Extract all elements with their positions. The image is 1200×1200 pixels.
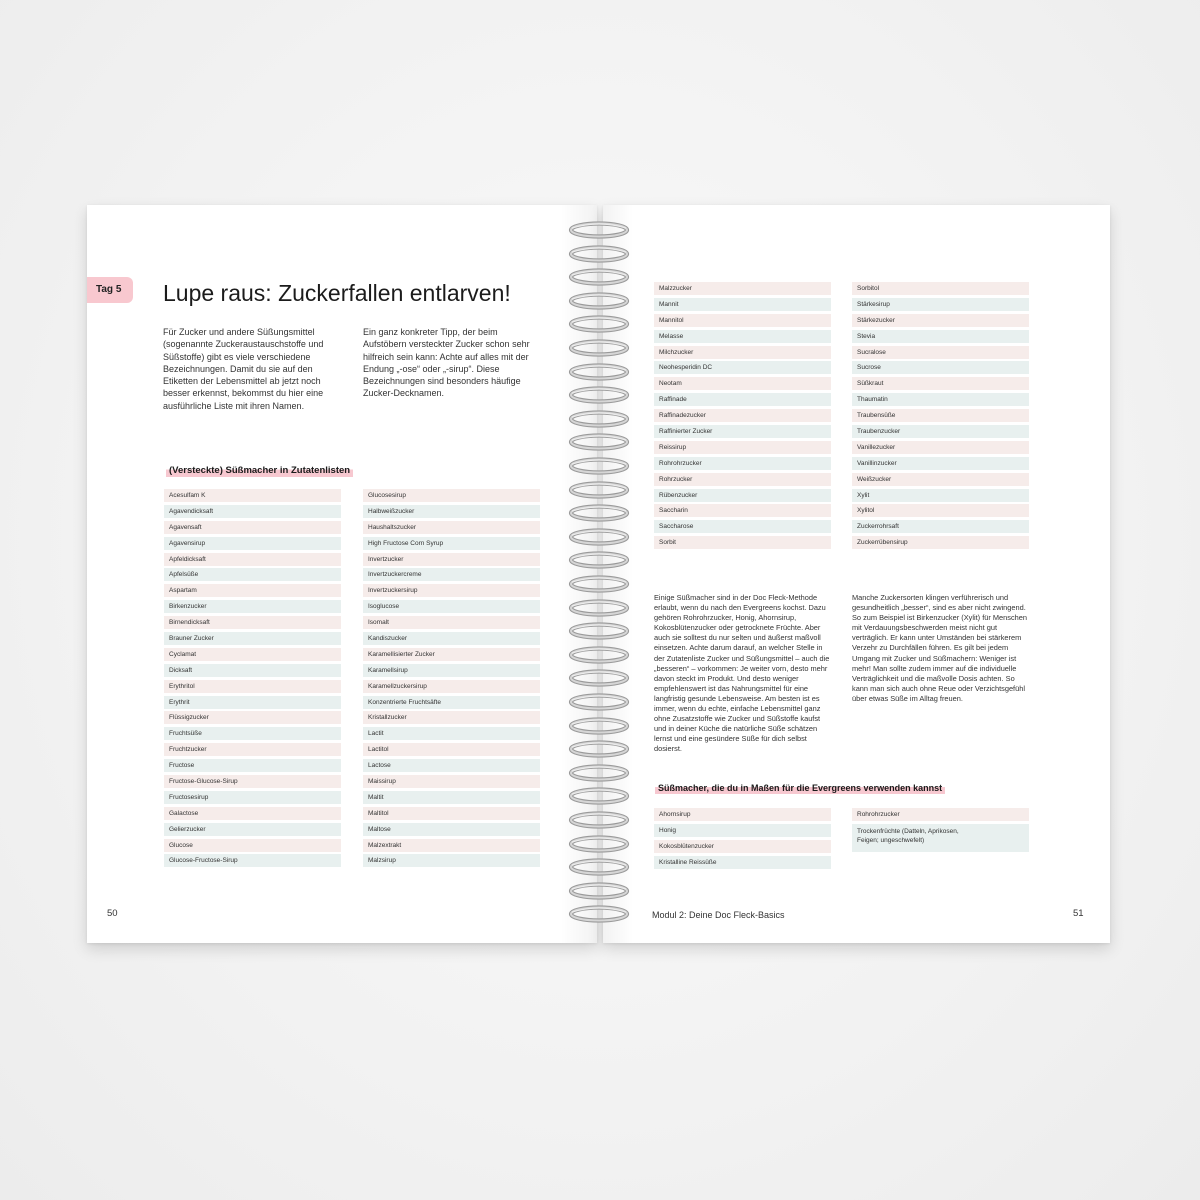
sweetener-list-column-4 [852, 282, 1029, 552]
spiral-coil [568, 572, 630, 594]
sweetener-list-item: Mannit [654, 298, 831, 311]
sweetener-list-item: Maltit [363, 791, 540, 804]
sweetener-list-item: Malzsirup [363, 854, 540, 867]
intro-paragraph-2 [363, 326, 541, 400]
sweetener-list-item: Aspartam [164, 584, 341, 597]
spiral-coil [568, 289, 630, 311]
sweetener-list-item: Vanillinzucker [852, 457, 1029, 470]
sweetener-list-item: Süßkraut [852, 377, 1029, 390]
sweetener-list-item: Fructosesirup [164, 791, 341, 804]
page-number-right: 51 [1073, 908, 1084, 919]
spiral-coil [568, 855, 630, 877]
spiral-coil [568, 808, 630, 830]
sweetener-list-item: Sucralose [852, 346, 1029, 359]
sweetener-list-item: Galactose [164, 807, 341, 820]
section-title-hidden-sweeteners: (Versteckte) Süßmacher in Zutatenlisten [166, 464, 353, 478]
sweetener-list-item: Fruchtsüße [164, 727, 341, 740]
allowed-item-line-2: Feigen; ungeschwefelt) [857, 836, 925, 844]
spiral-coil [568, 407, 630, 429]
spiral-coil [568, 478, 630, 500]
sweetener-list-item: Maltose [363, 823, 540, 836]
sweetener-list-item: Neotam [654, 377, 831, 390]
spiral-coil [568, 548, 630, 570]
sweetener-list-item: Halbweißzucker [363, 505, 540, 518]
sweetener-list-item: Apfeldicksaft [164, 553, 341, 566]
sweetener-list-item: Melasse [654, 330, 831, 343]
sweetener-list-item: Saccharose [654, 520, 831, 533]
body-text-1: Einige Süßmacher sind in der Doc Fleck-Methode erlaubt, wenn du nach den Evergreens kochst. Dazu gehören Rohrohrzucker, Honig, Ahornsirup, Kokosblütenzucker oder getrocknete Früchte. Aber auch sie solltest du nur selten und äußerst maßvoll einsetzen. Achte darum darauf, an welcher Stelle in der Zutatenliste Zucker und Süßungsmittel – auch die „besseren“ – vorkommen: Je weiter vorn, desto mehr davon steckt im Produkt. Und desto weniger empfehlenswert ist das Nahrungsmittel für eine langfristig gesunde Lebensweise. Am besten ist es immer, wenn du echte, einfache Lebensmittel ganz ohne Zusatzstoffe wie Zucker und Süßstoffe kaufst und in deiner Küche die natürliche Süße schätzen lernst und eine gesündere Süße für dich selbst dosierst. [654, 593, 830, 754]
spiral-coil [568, 879, 630, 901]
sweetener-list-item: Lactit [363, 727, 540, 740]
allowed-item-multiline [852, 824, 1029, 852]
sweetener-list-item: High Fructose Corn Syrup [363, 537, 540, 550]
sweetener-list-item: Erythrit [164, 696, 341, 709]
sweetener-list-item: Invertzuckersirup [363, 584, 540, 597]
sweetener-list-item: Fructose-Glucose-Sirup [164, 775, 341, 788]
allowed-item: Honig [654, 824, 831, 837]
spiral-coil [568, 454, 630, 476]
sweetener-list-item: Malzextrakt [363, 839, 540, 852]
page-number-left: 50 [107, 908, 118, 919]
body-text-column-1 [654, 593, 831, 755]
spiral-coil [568, 666, 630, 688]
sweetener-list-item: Malzzucker [654, 282, 831, 295]
sweetener-list-item: Lactitol [363, 743, 540, 756]
spiral-coil [568, 242, 630, 264]
spiral-coil [568, 525, 630, 547]
spiral-coil [568, 737, 630, 759]
sweetener-list-item: Maissirup [363, 775, 540, 788]
section-title-allowed-sweeteners: Süßmacher, die du in Maßen für die Evergreens verwenden kannst [655, 782, 945, 795]
sweetener-list-item: Dicksaft [164, 664, 341, 677]
spiral-coil [568, 312, 630, 334]
sweetener-list-item: Saccharin [654, 504, 831, 517]
sweetener-list-item: Fructose [164, 759, 341, 772]
sweetener-list-item: Glucose-Fructose-Sirup [164, 854, 341, 867]
spiral-coil [568, 336, 630, 358]
sweetener-list-item: Birkenzucker [164, 600, 341, 613]
spiral-coil [568, 596, 630, 618]
spiral-coil [568, 430, 630, 452]
spiral-coil [568, 265, 630, 287]
allowed-item: Kristalline Reissüße [654, 856, 831, 869]
spiral-coil [568, 761, 630, 783]
allowed-item: Ahornsirup [654, 808, 831, 821]
sweetener-list-item: Glucosesirup [363, 489, 540, 502]
sweetener-list-item: Haushaltszucker [363, 521, 540, 534]
sweetener-list-item: Milchzucker [654, 346, 831, 359]
sweetener-list-item: Sorbitol [852, 282, 1029, 295]
spiral-coil [568, 218, 630, 240]
allowed-sweeteners-column-1 [654, 808, 831, 872]
day-tab: Tag 5 [87, 277, 133, 303]
spiral-coil [568, 501, 630, 523]
sweetener-list-item: Stevia [852, 330, 1029, 343]
intro-text-1: Für Zucker und andere Süßungsmittel (sogenannte Zuckeraustauschstoffe und Süßstoffe) gibt es viele verschiedene Bezeichnungen. Damit du sie auf den Etiketten der Lebensmittel ab jetzt noch besser erkennst, bekommst du hier eine ausführliche Liste mit ihren Namen. [163, 327, 324, 411]
intro-paragraph-1 [163, 326, 341, 412]
spiral-coil [568, 902, 630, 924]
sweetener-list-item: Mannitol [654, 314, 831, 327]
sweetener-list-item: Sucrose [852, 361, 1029, 374]
sweetener-list-item: Sorbit [654, 536, 831, 549]
sweetener-list-item: Zuckerrohrsaft [852, 520, 1029, 533]
sweetener-list-item: Glucose [164, 839, 341, 852]
sweetener-list-item: Thaumatin [852, 393, 1029, 406]
sweetener-list-item: Isoglucose [363, 600, 540, 613]
sweetener-list-item: Rohrzucker [654, 473, 831, 486]
sweetener-list-item: Karamellisierter Zucker [363, 648, 540, 661]
sweetener-list-item: Karamellsirup [363, 664, 540, 677]
sweetener-list-item: Gelierzucker [164, 823, 341, 836]
footer-module-title: Modul 2: Deine Doc Fleck-Basics [652, 910, 785, 920]
sweetener-list-item: Agavensaft [164, 521, 341, 534]
sweetener-list-item: Neohesperidin DC [654, 361, 831, 374]
sweetener-list-item: Birnendicksaft [164, 616, 341, 629]
allowed-sweeteners-column-2 [852, 808, 1029, 852]
sweetener-list-item: Lactose [363, 759, 540, 772]
sweetener-list-column-3 [654, 282, 831, 552]
spiral-coil [568, 690, 630, 712]
sweetener-list-item: Invertzucker [363, 553, 540, 566]
sweetener-list-item: Brauner Zucker [164, 632, 341, 645]
sweetener-list-item: Agavensirup [164, 537, 341, 550]
spiral-coil [568, 714, 630, 736]
page-title: Lupe raus: Zuckerfallen entlarven! [163, 280, 511, 306]
sweetener-list-item: Konzentrierte Fruchtsäfte [363, 696, 540, 709]
sweetener-list-item: Rohrohrzucker [654, 457, 831, 470]
sweetener-list-item: Reissirup [654, 441, 831, 454]
body-text-column-2 [852, 593, 1028, 704]
sweetener-list-item: Raffinadezucker [654, 409, 831, 422]
sweetener-list-item: Rübenzucker [654, 489, 831, 502]
intro-text-2: Ein ganz konkreter Tipp, der beim Aufstöbern versteckter Zucker schon sehr hilfreich sein kann: Achte auf alles mit der Endung „-ose“ oder „-sirup“. Diese Bezeichnungen sind besonders häufige Zucker-Decknamen. [363, 327, 530, 399]
sweetener-list-item: Raffinade [654, 393, 831, 406]
sweetener-list-item: Flüssigzucker [164, 711, 341, 724]
sweetener-list-item: Kristallzucker [363, 711, 540, 724]
sweetener-list-item: Erythritol [164, 680, 341, 693]
sweetener-list-item: Karamellzuckersirup [363, 680, 540, 693]
spiral-coil [568, 383, 630, 405]
sweetener-list-column-1 [164, 489, 341, 870]
sweetener-list-item: Invertzuckercreme [363, 568, 540, 581]
allowed-item: Kokosblütenzucker [654, 840, 831, 853]
sweetener-list-item: Xylit [852, 489, 1029, 502]
sweetener-list-item: Agavendicksaft [164, 505, 341, 518]
sweetener-list-item: Raffinierter Zucker [654, 425, 831, 438]
allowed-item: Rohrohrzucker [852, 808, 1029, 821]
sweetener-list-item: Kandiszucker [363, 632, 540, 645]
sweetener-list-item: Xylitol [852, 504, 1029, 517]
sweetener-list-item: Isomalt [363, 616, 540, 629]
body-text-2: Manche Zuckersorten klingen verführerisch und gesundheitlich „besser“, sind es aber nicht zwingend. So zum Beispiel ist Birkenzucker (Xylit) für Menschen mit Verdauungsbeschwerden meist nicht gut verträglich. Er kann unter Umständen bei stärkerem Verzehr zu Durchfällen führen. Es gilt bei jedem Umgang mit Zucker und Süßmachern: Weniger ist mehr! Man sollte zudem immer auf die individuelle Verträglichkeit und die maßvolle Dosis achten. So kann man sich auch ohne Reue oder Verzichtsgefühl über etwas Süße im Alltag freuen. [852, 593, 1027, 703]
sweetener-list-item: Stärkesirup [852, 298, 1029, 311]
sweetener-list-item: Acesulfam K [164, 489, 341, 502]
sweetener-list-item: Traubensüße [852, 409, 1029, 422]
allowed-item-line-1: Trockenfrüchte (Datteln, Aprikosen, [857, 827, 959, 835]
sweetener-list-item: Fruchtzucker [164, 743, 341, 756]
spiral-coil [568, 643, 630, 665]
sweetener-list-item: Zuckerrübensirup [852, 536, 1029, 549]
sweetener-list-item: Weißzucker [852, 473, 1029, 486]
spiral-coil [568, 784, 630, 806]
sweetener-list-item: Maltitol [363, 807, 540, 820]
spiral-coil [568, 832, 630, 854]
spiral-coil [568, 619, 630, 641]
sweetener-list-item: Vanillezucker [852, 441, 1029, 454]
sweetener-list-column-2 [363, 489, 540, 870]
sweetener-list-item: Stärkezucker [852, 314, 1029, 327]
sweetener-list-item: Apfelsüße [164, 568, 341, 581]
sweetener-list-item: Traubenzucker [852, 425, 1029, 438]
sweetener-list-item: Cyclamat [164, 648, 341, 661]
spiral-coil [568, 360, 630, 382]
